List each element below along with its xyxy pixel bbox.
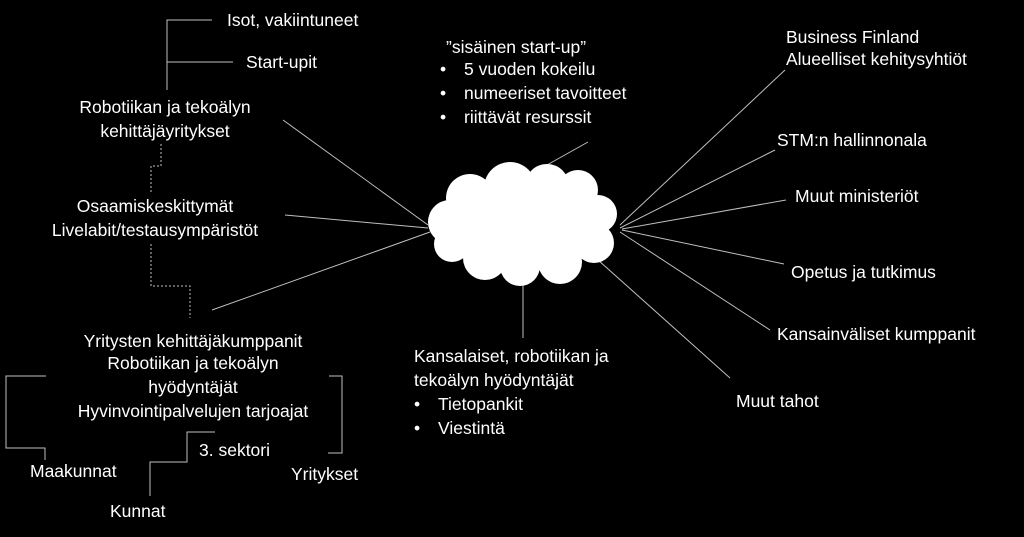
label-business-finland: [786, 26, 967, 70]
spoke-opetus: [622, 230, 784, 264]
label-start-upit: Start-upit: [246, 52, 317, 72]
center-bullet-3: • riittävät resurssit: [440, 106, 626, 128]
spoke-muut-tahot: [598, 260, 730, 378]
label-kansainvaliset-kumppanit: Kansainväliset kumppanit: [777, 324, 976, 344]
yritysten-line-2: Robotiikan ja tekoälyn: [107, 353, 279, 373]
business-line-2: Alueelliset kehitysyhtiöt: [786, 49, 967, 69]
label-osaamiskeskittymat: [30, 195, 280, 241]
label-isot-vakiintuneet: Isot, vakiintuneet: [227, 10, 359, 30]
bracket-maakunnat: [6, 376, 46, 460]
spoke-osaamis: [285, 215, 428, 228]
dotted-link-lower: [151, 244, 190, 318]
yritysten-line-4: Hyvinvointipalvelujen tarjoajat: [77, 401, 309, 421]
spoke-business: [620, 70, 785, 225]
bottom-block: [414, 345, 609, 439]
label-3-sektori: 3. sektori: [199, 440, 270, 460]
label-robotiikka-kehittajat: [55, 96, 275, 142]
bottom-bullet-2: • Viestintä: [414, 417, 609, 439]
spoke-stm: [620, 150, 775, 228]
label-yritykset: Yritykset: [291, 464, 359, 484]
cloud-icon: [428, 162, 617, 286]
label-opetus-ja-tutkimus: Opetus ja tutkimus: [791, 262, 936, 282]
center-block: [440, 36, 626, 128]
osaamis-line-2: Livelabit/testausympäristöt: [51, 220, 259, 240]
spoke-kansainvaliset: [620, 232, 770, 330]
bottom-line-1: Kansalaiset, robotiikan ja: [414, 346, 609, 366]
center-bullet-2: • numeeriset tavoitteet: [440, 82, 626, 104]
center-title: ”sisäinen start-up”: [446, 37, 587, 57]
bottom-bullet-1: • Tietopankit: [414, 393, 609, 415]
osaamis-line-1: Osaamiskeskittymät: [76, 196, 234, 216]
label-kunnat: Kunnat: [110, 501, 166, 521]
bracket-top-left: [167, 20, 212, 90]
robotiikka-line-2: kehittäjäyritykset: [100, 121, 230, 141]
yritysten-line-1: Yritysten kehittäjäkumppanit: [83, 331, 303, 351]
label-muut-tahot: Muut tahot: [736, 391, 819, 411]
label-stm-hallinnonala: STM:n hallinnonala: [777, 130, 927, 150]
spoke-yritysten: [212, 232, 430, 310]
label-muut-ministeriot: Muut ministeriöt: [795, 186, 919, 206]
robotiikka-line-1: Robotiikan ja tekoälyn: [79, 97, 251, 117]
label-maakunnat: Maakunnat: [30, 461, 117, 481]
dotted-link-upper: [151, 144, 161, 192]
spoke-robotiikka: [283, 120, 428, 225]
center-bullet-1: • 5 vuoden kokeilu: [440, 58, 626, 80]
business-line-1: Business Finland: [786, 27, 920, 47]
yritysten-line-3: hyödyntäjät: [148, 377, 238, 397]
bottom-line-2: tekoälyn hyödyntäjät: [414, 370, 574, 390]
label-yritysten-kehittajakumppanit: [48, 330, 338, 422]
